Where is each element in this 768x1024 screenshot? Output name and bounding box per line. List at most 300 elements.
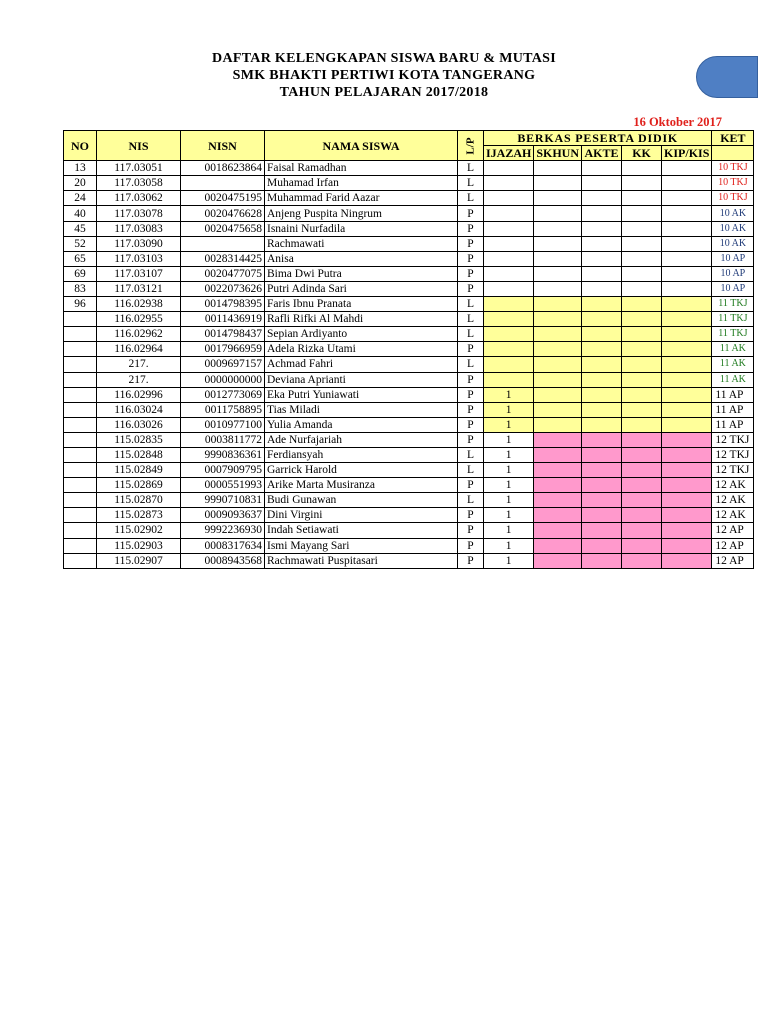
title-line-2: SMK BHAKTI PERTIWI KOTA TANGERANG bbox=[232, 68, 536, 83]
cell-berkas bbox=[534, 493, 582, 508]
table-row bbox=[64, 493, 754, 508]
cell-berkas bbox=[484, 342, 534, 357]
cell-no: 52 bbox=[64, 236, 97, 251]
cell-berkas bbox=[534, 161, 582, 176]
cell-nis: 116.02955 bbox=[97, 312, 181, 327]
cell-ket: 10 TKJ bbox=[712, 176, 754, 191]
table-row bbox=[64, 327, 754, 342]
cell-nama: Ade Nurfajariah bbox=[265, 432, 458, 447]
cell-berkas bbox=[622, 297, 662, 312]
cell-berkas bbox=[662, 508, 712, 523]
cell-berkas bbox=[484, 312, 534, 327]
cell-nama: Eka Putri Yuniawati bbox=[265, 387, 458, 402]
cell-berkas bbox=[622, 493, 662, 508]
cell-berkas bbox=[622, 191, 662, 206]
cell-ket: 11 AK bbox=[712, 372, 754, 387]
cell-berkas bbox=[662, 447, 712, 462]
cell-nis: 116.02962 bbox=[97, 327, 181, 342]
cell-berkas: 1 bbox=[484, 553, 534, 568]
cell-no bbox=[64, 372, 97, 387]
cell-ket: 11 AK bbox=[712, 342, 754, 357]
cell-lp: P bbox=[458, 553, 484, 568]
cell-nisn: 9992236930 bbox=[181, 523, 265, 538]
header-kip-kis: KIP/KIS bbox=[662, 146, 712, 161]
cell-nama: Indah Setiawati bbox=[265, 523, 458, 538]
cell-berkas bbox=[622, 523, 662, 538]
cell-nis: 117.03078 bbox=[97, 206, 181, 221]
cell-berkas bbox=[534, 447, 582, 462]
cell-nisn: 0010977100 bbox=[181, 417, 265, 432]
cell-berkas bbox=[622, 538, 662, 553]
cell-berkas bbox=[662, 417, 712, 432]
cell-nisn: 0011436919 bbox=[181, 312, 265, 327]
cell-nisn: 0014798395 bbox=[181, 297, 265, 312]
cell-lp: P bbox=[458, 281, 484, 296]
table-row bbox=[64, 553, 754, 568]
cell-no bbox=[64, 327, 97, 342]
cell-nama: Anisa bbox=[265, 251, 458, 266]
table-row bbox=[64, 357, 754, 372]
cell-berkas bbox=[582, 176, 622, 191]
header-ijazah: IJAZAH bbox=[484, 146, 534, 161]
cell-berkas bbox=[582, 402, 622, 417]
cell-berkas: 1 bbox=[484, 402, 534, 417]
cell-ket: 11 TKJ bbox=[712, 312, 754, 327]
cell-nisn: 0017966959 bbox=[181, 342, 265, 357]
cell-lp: P bbox=[458, 206, 484, 221]
header-akte: AKTE bbox=[582, 146, 622, 161]
cell-berkas bbox=[582, 161, 622, 176]
cell-berkas bbox=[582, 327, 622, 342]
cell-berkas bbox=[582, 236, 622, 251]
cell-lp: P bbox=[458, 372, 484, 387]
table-row bbox=[64, 523, 754, 538]
table-row bbox=[64, 417, 754, 432]
cell-nama: Ferdiansyah bbox=[265, 447, 458, 462]
table-row bbox=[64, 538, 754, 553]
document-title-block bbox=[0, 50, 768, 101]
cell-lp: P bbox=[458, 417, 484, 432]
cell-nis: 116.02996 bbox=[97, 387, 181, 402]
cell-berkas bbox=[582, 251, 622, 266]
cell-berkas bbox=[534, 176, 582, 191]
cell-no: 20 bbox=[64, 176, 97, 191]
cell-berkas bbox=[582, 553, 622, 568]
cell-nis: 117.03090 bbox=[97, 236, 181, 251]
cell-berkas: 1 bbox=[484, 508, 534, 523]
cell-berkas bbox=[582, 221, 622, 236]
table-row bbox=[64, 387, 754, 402]
cell-no bbox=[64, 508, 97, 523]
cell-berkas bbox=[622, 176, 662, 191]
cell-nama: Isnaini Nurfadila bbox=[265, 221, 458, 236]
cell-berkas bbox=[662, 236, 712, 251]
cell-nisn: 0028314425 bbox=[181, 251, 265, 266]
cell-no: 69 bbox=[64, 266, 97, 281]
cell-berkas bbox=[662, 266, 712, 281]
cell-berkas bbox=[622, 417, 662, 432]
cell-nisn: 0012773069 bbox=[181, 387, 265, 402]
table-row bbox=[64, 432, 754, 447]
header-nama-siswa: NAMA SISWA bbox=[265, 131, 458, 161]
header-lp-label: L/P bbox=[464, 137, 477, 155]
cell-berkas bbox=[622, 206, 662, 221]
cell-berkas bbox=[662, 387, 712, 402]
cell-berkas bbox=[582, 372, 622, 387]
cell-no: 65 bbox=[64, 251, 97, 266]
cell-lp: P bbox=[458, 478, 484, 493]
cell-nis: 115.02873 bbox=[97, 508, 181, 523]
cell-berkas bbox=[534, 402, 582, 417]
cell-nis: 217. bbox=[97, 372, 181, 387]
cell-berkas bbox=[484, 357, 534, 372]
cell-berkas bbox=[662, 191, 712, 206]
header-kk: KK bbox=[622, 146, 662, 161]
cell-ket: 11 AK bbox=[712, 357, 754, 372]
cell-berkas bbox=[484, 221, 534, 236]
title-line-3: TAHUN PELAJARAN 2017/2018 bbox=[279, 85, 489, 100]
cell-lp: P bbox=[458, 387, 484, 402]
cell-ket: 10 TKJ bbox=[712, 161, 754, 176]
table-row bbox=[64, 281, 754, 296]
cell-ket: 12 AP bbox=[712, 553, 754, 568]
cell-berkas bbox=[582, 191, 622, 206]
cell-berkas: 1 bbox=[484, 478, 534, 493]
table-row bbox=[64, 342, 754, 357]
cell-nama: Putri Adinda Sari bbox=[265, 281, 458, 296]
cell-ket: 11 TKJ bbox=[712, 297, 754, 312]
cell-no bbox=[64, 417, 97, 432]
cell-lp: L bbox=[458, 447, 484, 462]
cell-nama: Rachmawati bbox=[265, 236, 458, 251]
table-row bbox=[64, 297, 754, 312]
cell-nis: 117.03051 bbox=[97, 161, 181, 176]
cell-nis: 217. bbox=[97, 357, 181, 372]
cell-berkas bbox=[582, 508, 622, 523]
cell-berkas: 1 bbox=[484, 387, 534, 402]
cell-berkas bbox=[582, 447, 622, 462]
cell-nis: 117.03103 bbox=[97, 251, 181, 266]
cell-lp: P bbox=[458, 432, 484, 447]
cell-no bbox=[64, 553, 97, 568]
cell-nama: Anjeng Puspita Ningrum bbox=[265, 206, 458, 221]
cell-no bbox=[64, 538, 97, 553]
cell-no: 40 bbox=[64, 206, 97, 221]
cell-berkas bbox=[534, 236, 582, 251]
cell-nama: Yulia Amanda bbox=[265, 417, 458, 432]
cell-lp: P bbox=[458, 538, 484, 553]
cell-nis: 116.02938 bbox=[97, 297, 181, 312]
cell-berkas bbox=[534, 387, 582, 402]
cell-berkas bbox=[622, 357, 662, 372]
cell-nisn: 0020475195 bbox=[181, 191, 265, 206]
cell-nama: Faisal Ramadhan bbox=[265, 161, 458, 176]
cell-nama: Muhamad Irfan bbox=[265, 176, 458, 191]
cell-nis: 117.03083 bbox=[97, 221, 181, 236]
cell-berkas bbox=[534, 553, 582, 568]
cell-ket: 12 TKJ bbox=[712, 432, 754, 447]
cell-nis: 115.02848 bbox=[97, 447, 181, 462]
cell-berkas bbox=[582, 357, 622, 372]
cell-no bbox=[64, 523, 97, 538]
blue-shape-decoration bbox=[696, 56, 758, 98]
cell-nama: Adela Rizka Utami bbox=[265, 342, 458, 357]
table-row bbox=[64, 176, 754, 191]
cell-berkas bbox=[484, 206, 534, 221]
cell-no bbox=[64, 432, 97, 447]
header-ket: KET bbox=[712, 131, 754, 146]
cell-lp: P bbox=[458, 221, 484, 236]
cell-nisn: 0018623864 bbox=[181, 161, 265, 176]
cell-nis: 115.02902 bbox=[97, 523, 181, 538]
cell-berkas bbox=[582, 463, 622, 478]
cell-berkas bbox=[662, 478, 712, 493]
cell-berkas bbox=[662, 463, 712, 478]
cell-berkas bbox=[622, 478, 662, 493]
cell-nis: 117.03121 bbox=[97, 281, 181, 296]
cell-berkas bbox=[622, 372, 662, 387]
cell-berkas bbox=[622, 402, 662, 417]
cell-berkas bbox=[662, 161, 712, 176]
cell-lp: P bbox=[458, 508, 484, 523]
table-row bbox=[64, 161, 754, 176]
cell-lp: P bbox=[458, 251, 484, 266]
cell-berkas bbox=[662, 176, 712, 191]
cell-no bbox=[64, 447, 97, 462]
cell-berkas bbox=[534, 221, 582, 236]
cell-no bbox=[64, 402, 97, 417]
cell-berkas bbox=[622, 508, 662, 523]
cell-berkas bbox=[582, 432, 622, 447]
cell-no: 24 bbox=[64, 191, 97, 206]
cell-berkas bbox=[662, 327, 712, 342]
cell-nisn: 9990710831 bbox=[181, 493, 265, 508]
cell-berkas bbox=[484, 251, 534, 266]
cell-ket: 10 AK bbox=[712, 236, 754, 251]
cell-berkas bbox=[662, 221, 712, 236]
cell-nama: Tias Miladi bbox=[265, 402, 458, 417]
cell-lp: L bbox=[458, 327, 484, 342]
cell-berkas: 1 bbox=[484, 463, 534, 478]
cell-nisn: 0011758895 bbox=[181, 402, 265, 417]
header-nis: NIS bbox=[97, 131, 181, 161]
cell-berkas bbox=[662, 206, 712, 221]
cell-berkas bbox=[622, 342, 662, 357]
cell-berkas: 1 bbox=[484, 523, 534, 538]
cell-berkas bbox=[534, 206, 582, 221]
cell-berkas bbox=[534, 508, 582, 523]
cell-no bbox=[64, 493, 97, 508]
cell-berkas bbox=[484, 297, 534, 312]
cell-ket: 12 AK bbox=[712, 493, 754, 508]
cell-ket: 12 AK bbox=[712, 508, 754, 523]
cell-berkas bbox=[582, 312, 622, 327]
cell-berkas bbox=[534, 432, 582, 447]
cell-nama: Achmad Fahri bbox=[265, 357, 458, 372]
cell-berkas bbox=[484, 372, 534, 387]
cell-berkas bbox=[622, 447, 662, 462]
cell-lp: L bbox=[458, 357, 484, 372]
cell-nama: Rachmawati Puspitasari bbox=[265, 553, 458, 568]
cell-berkas bbox=[622, 161, 662, 176]
cell-berkas bbox=[622, 221, 662, 236]
cell-berkas bbox=[662, 553, 712, 568]
cell-berkas bbox=[534, 478, 582, 493]
table-row bbox=[64, 221, 754, 236]
header-skhun: SKHUN bbox=[534, 146, 582, 161]
cell-ket: 10 TKJ bbox=[712, 191, 754, 206]
table-row bbox=[64, 372, 754, 387]
cell-berkas bbox=[662, 432, 712, 447]
cell-nama: Arike Marta Musiranza bbox=[265, 478, 458, 493]
cell-no: 96 bbox=[64, 297, 97, 312]
cell-berkas bbox=[534, 312, 582, 327]
cell-no bbox=[64, 387, 97, 402]
cell-ket: 12 TKJ bbox=[712, 463, 754, 478]
cell-nis: 115.02907 bbox=[97, 553, 181, 568]
cell-berkas bbox=[622, 327, 662, 342]
cell-berkas bbox=[582, 417, 622, 432]
cell-lp: P bbox=[458, 266, 484, 281]
cell-berkas bbox=[484, 281, 534, 296]
cell-berkas bbox=[582, 297, 622, 312]
cell-nama: Budi Gunawan bbox=[265, 493, 458, 508]
cell-nis: 116.02964 bbox=[97, 342, 181, 357]
cell-berkas bbox=[484, 191, 534, 206]
title-line-1: DAFTAR KELENGKAPAN SISWA BARU & MUTASI bbox=[212, 51, 556, 66]
cell-berkas bbox=[534, 297, 582, 312]
cell-nisn: 0014798437 bbox=[181, 327, 265, 342]
cell-berkas: 1 bbox=[484, 447, 534, 462]
cell-berkas bbox=[582, 266, 622, 281]
cell-no bbox=[64, 478, 97, 493]
cell-berkas bbox=[582, 493, 622, 508]
cell-nisn bbox=[181, 176, 265, 191]
cell-berkas bbox=[662, 251, 712, 266]
cell-berkas bbox=[622, 553, 662, 568]
cell-nis: 117.03058 bbox=[97, 176, 181, 191]
cell-berkas bbox=[582, 206, 622, 221]
cell-ket: 11 TKJ bbox=[712, 327, 754, 342]
cell-berkas bbox=[662, 281, 712, 296]
cell-nisn: 0008943568 bbox=[181, 553, 265, 568]
cell-nisn: 0008317634 bbox=[181, 538, 265, 553]
cell-berkas bbox=[622, 312, 662, 327]
cell-berkas bbox=[484, 327, 534, 342]
table-row bbox=[64, 447, 754, 462]
cell-ket: 12 AP bbox=[712, 523, 754, 538]
cell-nama: Ismi Mayang Sari bbox=[265, 538, 458, 553]
header-lp bbox=[458, 131, 484, 161]
cell-berkas bbox=[534, 251, 582, 266]
cell-lp: L bbox=[458, 312, 484, 327]
cell-berkas bbox=[622, 463, 662, 478]
cell-nis: 117.03062 bbox=[97, 191, 181, 206]
cell-berkas bbox=[582, 523, 622, 538]
cell-lp: P bbox=[458, 236, 484, 251]
cell-berkas bbox=[582, 538, 622, 553]
header-no: NO bbox=[64, 131, 97, 161]
table-row bbox=[64, 402, 754, 417]
cell-berkas bbox=[622, 432, 662, 447]
cell-berkas: 1 bbox=[484, 493, 534, 508]
cell-berkas bbox=[534, 417, 582, 432]
cell-berkas bbox=[582, 478, 622, 493]
cell-ket: 10 AK bbox=[712, 206, 754, 221]
cell-lp: L bbox=[458, 297, 484, 312]
cell-lp: L bbox=[458, 161, 484, 176]
cell-nisn: 0020475658 bbox=[181, 221, 265, 236]
cell-berkas bbox=[534, 357, 582, 372]
cell-nama: Rafli Rifki Al Mahdi bbox=[265, 312, 458, 327]
table-row bbox=[64, 206, 754, 221]
cell-berkas bbox=[534, 463, 582, 478]
cell-no bbox=[64, 342, 97, 357]
cell-berkas bbox=[534, 523, 582, 538]
cell-ket: 11 AP bbox=[712, 417, 754, 432]
cell-no bbox=[64, 312, 97, 327]
cell-nisn: 0007909795 bbox=[181, 463, 265, 478]
cell-berkas bbox=[582, 342, 622, 357]
cell-nisn: 0003811772 bbox=[181, 432, 265, 447]
cell-ket: 10 AP bbox=[712, 251, 754, 266]
header-ket-blank bbox=[712, 146, 754, 161]
table-row bbox=[64, 508, 754, 523]
cell-berkas bbox=[662, 297, 712, 312]
cell-lp: P bbox=[458, 402, 484, 417]
cell-berkas bbox=[662, 312, 712, 327]
cell-no bbox=[64, 463, 97, 478]
cell-berkas bbox=[662, 493, 712, 508]
cell-lp: L bbox=[458, 463, 484, 478]
table-row bbox=[64, 236, 754, 251]
cell-berkas bbox=[662, 523, 712, 538]
cell-nisn: 0000000000 bbox=[181, 372, 265, 387]
cell-ket: 12 TKJ bbox=[712, 447, 754, 462]
student-list-table bbox=[63, 130, 754, 569]
table-row bbox=[64, 312, 754, 327]
cell-berkas bbox=[662, 402, 712, 417]
cell-berkas bbox=[484, 266, 534, 281]
cell-berkas bbox=[484, 176, 534, 191]
cell-ket: 11 AP bbox=[712, 402, 754, 417]
cell-berkas bbox=[534, 327, 582, 342]
table-row bbox=[64, 251, 754, 266]
cell-berkas bbox=[662, 538, 712, 553]
cell-berkas: 1 bbox=[484, 432, 534, 447]
cell-berkas bbox=[622, 236, 662, 251]
table-row bbox=[64, 266, 754, 281]
cell-no: 13 bbox=[64, 161, 97, 176]
cell-berkas bbox=[582, 387, 622, 402]
cell-nis: 115.02870 bbox=[97, 493, 181, 508]
cell-lp: L bbox=[458, 493, 484, 508]
cell-berkas bbox=[662, 342, 712, 357]
cell-berkas bbox=[622, 251, 662, 266]
cell-berkas bbox=[534, 266, 582, 281]
cell-berkas bbox=[662, 372, 712, 387]
cell-no bbox=[64, 357, 97, 372]
cell-berkas bbox=[622, 281, 662, 296]
cell-ket: 10 AP bbox=[712, 281, 754, 296]
table-row bbox=[64, 463, 754, 478]
cell-berkas bbox=[534, 342, 582, 357]
cell-nis: 116.03024 bbox=[97, 402, 181, 417]
cell-nisn: 9990836361 bbox=[181, 447, 265, 462]
cell-ket: 10 AP bbox=[712, 266, 754, 281]
cell-nama: Faris Ibnu Pranata bbox=[265, 297, 458, 312]
cell-nisn: 0009697157 bbox=[181, 357, 265, 372]
